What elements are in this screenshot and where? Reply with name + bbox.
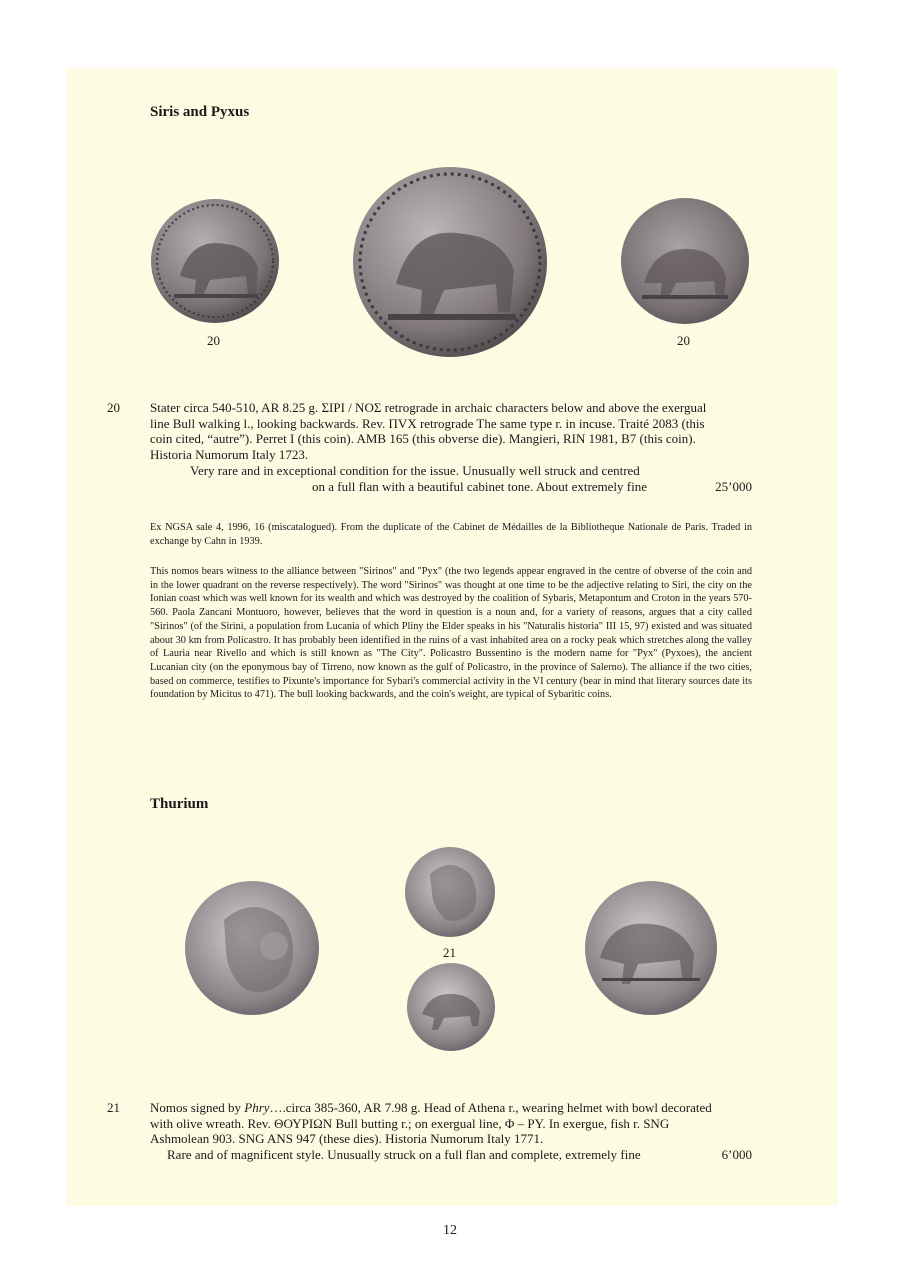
lot20-provenance: Ex NGSA sale 4, 1996, 16 (miscatalogued). From the duplicate of the Cabinet de Médailles de la Bibliotheque Nationale de Paris. Traded in exchange by Cahn in 1939. bbox=[150, 522, 752, 547]
coin-label-lot20-right: 20 bbox=[677, 333, 690, 348]
lot21-line-1-pre: Nomos signed by bbox=[150, 1100, 245, 1115]
lot20-line-4: Historia Numorum Italy 1723. bbox=[150, 446, 309, 462]
lot21-line-1 bbox=[150, 1100, 752, 1116]
lot20-commentary: This nomos bears witness to the alliance between "Sirinos" and "Pyx" (the two legends appear engraved in the centre of obverse of the coin and in the lower quadrant on the reverse respectively). The word "Sirinos" was thought at one time to be the adjective relating to Siri, the city on the Ionian coast which was well known for its wealth and which was destroyed by the coalition of Sybaris, Metapontum and Croton in the years 570-560. Paola Zancani Montuoro, however, believes that the word in question is a noun and, for a variety of reasons, argues that a city called "Sirinos" (of the Sirini, a population from Lucania of which Pliny the Elder speaks in his "Naturalis historia" III 15, 97) existed and was situated about 30 km from Policastro. It has probably been identified in the ruins of a vast inhabited area on a rocky peak which stretches along the valley of Lauria near Rivello and which is still known as "The City". Policastro Bussentino is the modern name for "Pyx" (Pyxoes), the ancient Lucanian city (on the eponymous bay of Tirreno, now known as the gulf of Policastro, in the province of Salerno). The alliance if the two cities, based on commerce, testifies to Pixunte's importance for Sybari's commercial activity in the VI century (bear in mind that literary sources date its foundation by Micitus to 471). The bull looking backwards, and the coin's weight, are typical of Sybaritic coins. bbox=[150, 566, 752, 701]
lot20-description bbox=[150, 400, 752, 462]
lot20-condition-line-2: on a full flan with a beautiful cabinet tone. About extremely fine bbox=[312, 479, 648, 494]
lot-number-20: 20 bbox=[107, 400, 120, 415]
coin-label-lot20-left: 20 bbox=[207, 333, 220, 348]
lot21-engraver-signature: Phry bbox=[244, 1100, 270, 1115]
lot21-line-2: with olive wreath. Rev. ΘΟΥΡΙΩΝ Bull butting r.; on exergual line, Φ – PY. In exergue, fish r. SNG bbox=[150, 1115, 670, 1131]
coin-label-lot21: 21 bbox=[443, 945, 456, 960]
lot21-condition: Rare and of magnificent style. Unusually struck on a full flan and complete, extremely fine bbox=[167, 1147, 641, 1162]
coin-image-lot21-reverse-large bbox=[584, 880, 718, 1016]
coin-image-lot20-obverse-large bbox=[352, 166, 548, 358]
coin-image-lot21-obverse-large bbox=[184, 880, 320, 1016]
coin-image-lot21-reverse-small bbox=[406, 962, 496, 1052]
lot20-condition-line-1: Very rare and in exceptional condition for the issue. Unusually well struck and centred bbox=[190, 463, 640, 478]
lot21-price: 6’000 bbox=[721, 1147, 752, 1162]
section-title-siris: Siris and Pyxus bbox=[150, 104, 250, 120]
lot20-price: 25’000 bbox=[715, 479, 752, 494]
lot-number-21: 21 bbox=[107, 1100, 120, 1115]
coin-image-lot21-obverse-small bbox=[404, 846, 496, 938]
lot21-line-1-post: ….circa 385-360, AR 7.98 g. Head of Athena r., wearing helmet with bowl decorated bbox=[269, 1100, 712, 1115]
page-number: 12 bbox=[443, 1223, 457, 1238]
lot20-line-2: line Bull walking l., looking backwards. Rev. ΠVX retrograde The same type r. in incuse. Traité 2083 (this bbox=[150, 415, 705, 431]
coin-image-lot20-obverse-small bbox=[150, 198, 280, 324]
lot20-line-3: coin cited, “autre”). Perret I (this coin). AMB 165 (this obverse die). Mangieri, RIN 1981, B7 (this coin). bbox=[150, 431, 696, 447]
section-title-thurium: Thurium bbox=[150, 796, 209, 812]
coin-image-lot20-reverse bbox=[620, 197, 750, 325]
lot21-description bbox=[150, 1100, 752, 1147]
lot21-line-3: Ashmolean 903. SNG ANS 947 (these dies). Historia Numorum Italy 1771. bbox=[150, 1131, 544, 1147]
lot20-line-1: Stater circa 540-510, AR 8.25 g. ΣΙΡΙ / ΝΟΣ retrograde in archaic characters below and above the exergual bbox=[150, 400, 707, 415]
